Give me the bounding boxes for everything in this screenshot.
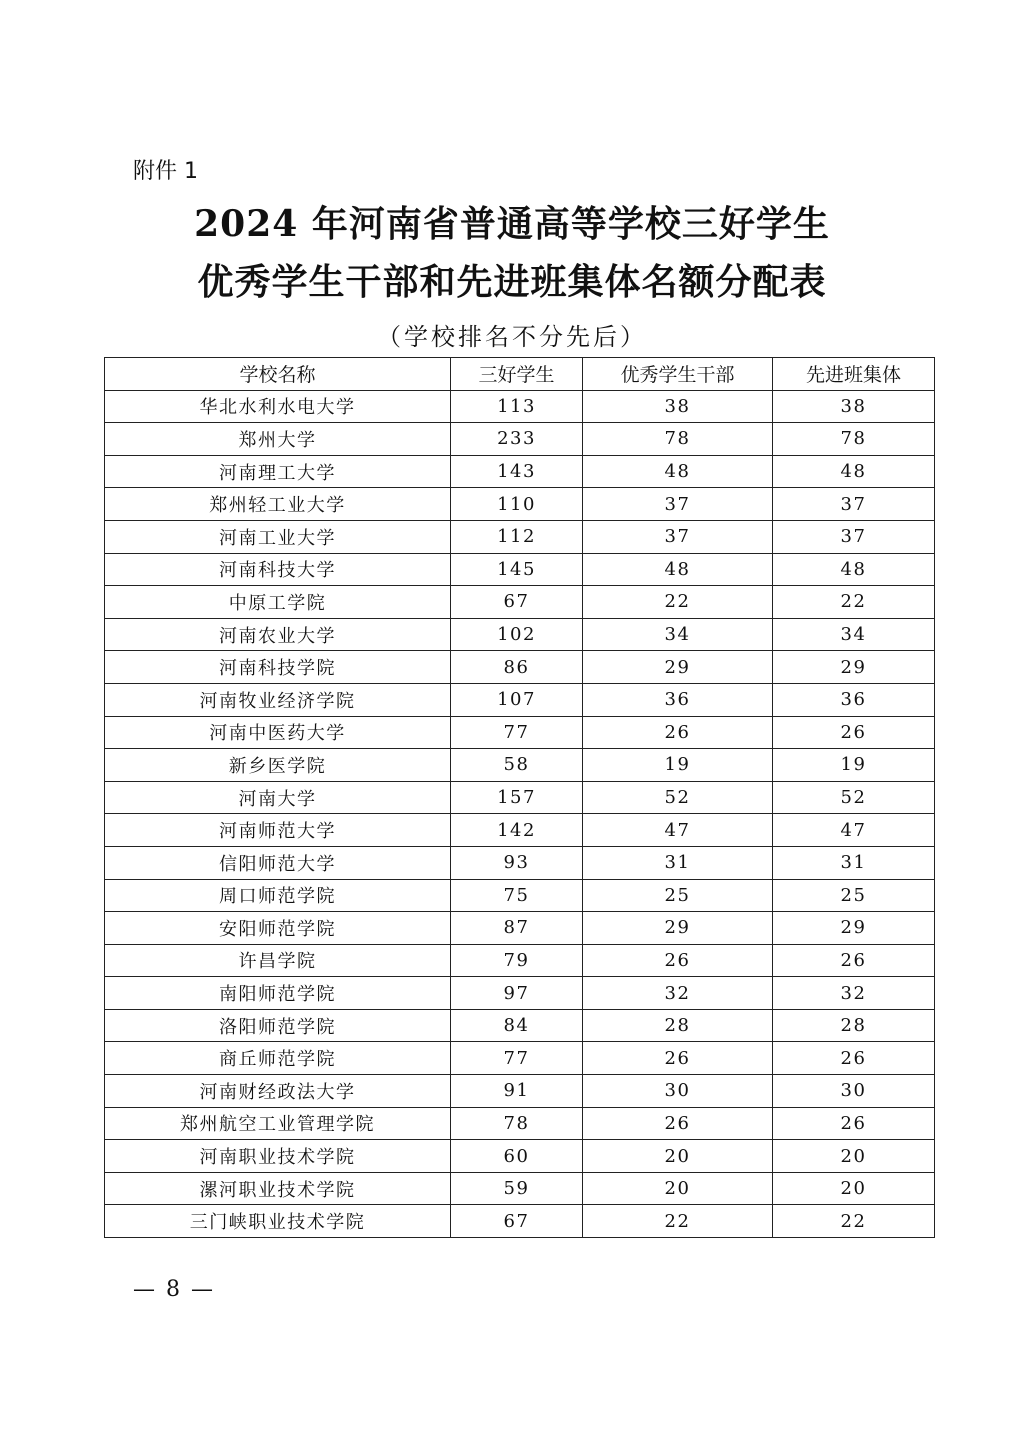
cell-school-name: 新乡医学院 [105,749,451,782]
table-body [105,390,935,1237]
cell-student-cadres: 29 [583,651,773,684]
document-title-line-1: 2024 年河南省普通高等学校三好学生 [194,203,830,245]
cell-school-name: 郑州大学 [105,423,451,456]
cell-school-name: 河南师范大学 [105,814,451,847]
cell-advanced-classes: 52 [773,781,935,814]
cell-student-cadres: 28 [583,1009,773,1042]
cell-school-name: 河南工业大学 [105,520,451,553]
cell-student-cadres: 48 [583,455,773,488]
cell-student-cadres: 47 [583,814,773,847]
cell-merit-students: 143 [451,455,583,488]
cell-advanced-classes: 22 [773,586,935,619]
document-title-line-2: 优秀学生干部和先进班集体名额分配表 [197,261,827,303]
cell-advanced-classes: 20 [773,1172,935,1205]
cell-student-cadres: 20 [583,1140,773,1173]
cell-advanced-classes: 28 [773,1009,935,1042]
table-row [105,846,935,879]
cell-school-name: 中原工学院 [105,586,451,619]
cell-merit-students: 113 [451,390,583,423]
cell-advanced-classes: 22 [773,1205,935,1238]
cell-school-name: 三门峡职业技术学院 [105,1205,451,1238]
table-row [105,1009,935,1042]
cell-school-name: 信阳师范大学 [105,846,451,879]
table-row [105,586,935,619]
cell-student-cadres: 25 [583,879,773,912]
table-row [105,651,935,684]
cell-advanced-classes: 78 [773,423,935,456]
cell-school-name: 周口师范学院 [105,879,451,912]
table-row [105,781,935,814]
cell-student-cadres: 37 [583,488,773,521]
page-number: — 8 — [133,1277,215,1302]
cell-merit-students: 75 [451,879,583,912]
cell-advanced-classes: 26 [773,716,935,749]
cell-student-cadres: 78 [583,423,773,456]
cell-merit-students: 142 [451,814,583,847]
cell-student-cadres: 37 [583,520,773,553]
cell-merit-students: 79 [451,944,583,977]
cell-student-cadres: 26 [583,1042,773,1075]
cell-merit-students: 78 [451,1107,583,1140]
cell-advanced-classes: 25 [773,879,935,912]
cell-school-name: 河南大学 [105,781,451,814]
cell-school-name: 商丘师范学院 [105,1042,451,1075]
table-row [105,455,935,488]
cell-student-cadres: 22 [583,1205,773,1238]
cell-advanced-classes: 26 [773,1042,935,1075]
cell-student-cadres: 52 [583,781,773,814]
cell-student-cadres: 26 [583,1107,773,1140]
cell-advanced-classes: 29 [773,912,935,945]
table-row [105,1205,935,1238]
table-row [105,1042,935,1075]
cell-school-name: 河南牧业经济学院 [105,683,451,716]
cell-merit-students: 145 [451,553,583,586]
cell-merit-students: 58 [451,749,583,782]
cell-advanced-classes: 26 [773,944,935,977]
cell-school-name: 河南中医药大学 [105,716,451,749]
table-row [105,423,935,456]
cell-student-cadres: 19 [583,749,773,782]
cell-merit-students: 97 [451,977,583,1010]
cell-merit-students: 102 [451,618,583,651]
cell-merit-students: 60 [451,1140,583,1173]
cell-merit-students: 87 [451,912,583,945]
table-row [105,1075,935,1108]
cell-advanced-classes: 48 [773,455,935,488]
cell-merit-students: 233 [451,423,583,456]
cell-school-name: 河南科技学院 [105,651,451,684]
table-row [105,1140,935,1173]
cell-merit-students: 67 [451,586,583,619]
table-row [105,749,935,782]
cell-school-name: 许昌学院 [105,944,451,977]
cell-student-cadres: 30 [583,1075,773,1108]
cell-school-name: 河南科技大学 [105,553,451,586]
cell-student-cadres: 38 [583,390,773,423]
table-row [105,683,935,716]
cell-school-name: 安阳师范学院 [105,912,451,945]
cell-student-cadres: 34 [583,618,773,651]
cell-advanced-classes: 48 [773,553,935,586]
cell-advanced-classes: 30 [773,1075,935,1108]
cell-advanced-classes: 29 [773,651,935,684]
cell-school-name: 河南农业大学 [105,618,451,651]
document-subtitle: （学校排名不分先后） [377,323,647,351]
header-advanced-classes: 先进班集体 [773,358,935,391]
table-row [105,553,935,586]
cell-student-cadres: 26 [583,944,773,977]
cell-school-name: 南阳师范学院 [105,977,451,1010]
cell-school-name: 华北水利水电大学 [105,390,451,423]
cell-advanced-classes: 36 [773,683,935,716]
header-merit-students: 三好学生 [451,358,583,391]
table-row [105,977,935,1010]
cell-student-cadres: 29 [583,912,773,945]
cell-advanced-classes: 37 [773,488,935,521]
cell-advanced-classes: 34 [773,618,935,651]
table-row [105,716,935,749]
cell-merit-students: 77 [451,1042,583,1075]
cell-advanced-classes: 38 [773,390,935,423]
table-row [105,912,935,945]
quota-table [104,357,935,1238]
cell-school-name: 郑州轻工业大学 [105,488,451,521]
cell-student-cadres: 20 [583,1172,773,1205]
cell-student-cadres: 32 [583,977,773,1010]
cell-advanced-classes: 31 [773,846,935,879]
cell-merit-students: 112 [451,520,583,553]
cell-advanced-classes: 32 [773,977,935,1010]
cell-advanced-classes: 47 [773,814,935,847]
cell-merit-students: 86 [451,651,583,684]
cell-school-name: 河南理工大学 [105,455,451,488]
cell-student-cadres: 22 [583,586,773,619]
cell-advanced-classes: 20 [773,1140,935,1173]
cell-merit-students: 91 [451,1075,583,1108]
attachment-label: 附件 1 [133,159,198,184]
cell-merit-students: 107 [451,683,583,716]
cell-merit-students: 110 [451,488,583,521]
table-row [105,1107,935,1140]
cell-student-cadres: 26 [583,716,773,749]
table-row [105,944,935,977]
cell-advanced-classes: 37 [773,520,935,553]
cell-merit-students: 84 [451,1009,583,1042]
table-row [105,1172,935,1205]
table-row [105,814,935,847]
table-row [105,520,935,553]
table-header-row [105,358,935,391]
table-row [105,879,935,912]
cell-merit-students: 59 [451,1172,583,1205]
cell-merit-students: 77 [451,716,583,749]
cell-school-name: 洛阳师范学院 [105,1009,451,1042]
header-school-name: 学校名称 [105,358,451,391]
cell-school-name: 郑州航空工业管理学院 [105,1107,451,1140]
cell-school-name: 漯河职业技术学院 [105,1172,451,1205]
cell-student-cadres: 31 [583,846,773,879]
table-row [105,390,935,423]
cell-student-cadres: 48 [583,553,773,586]
cell-school-name: 河南职业技术学院 [105,1140,451,1173]
table-row [105,618,935,651]
cell-merit-students: 67 [451,1205,583,1238]
table-row [105,488,935,521]
cell-advanced-classes: 19 [773,749,935,782]
cell-merit-students: 93 [451,846,583,879]
cell-school-name: 河南财经政法大学 [105,1075,451,1108]
cell-student-cadres: 36 [583,683,773,716]
header-student-cadres: 优秀学生干部 [583,358,773,391]
cell-advanced-classes: 26 [773,1107,935,1140]
cell-merit-students: 157 [451,781,583,814]
